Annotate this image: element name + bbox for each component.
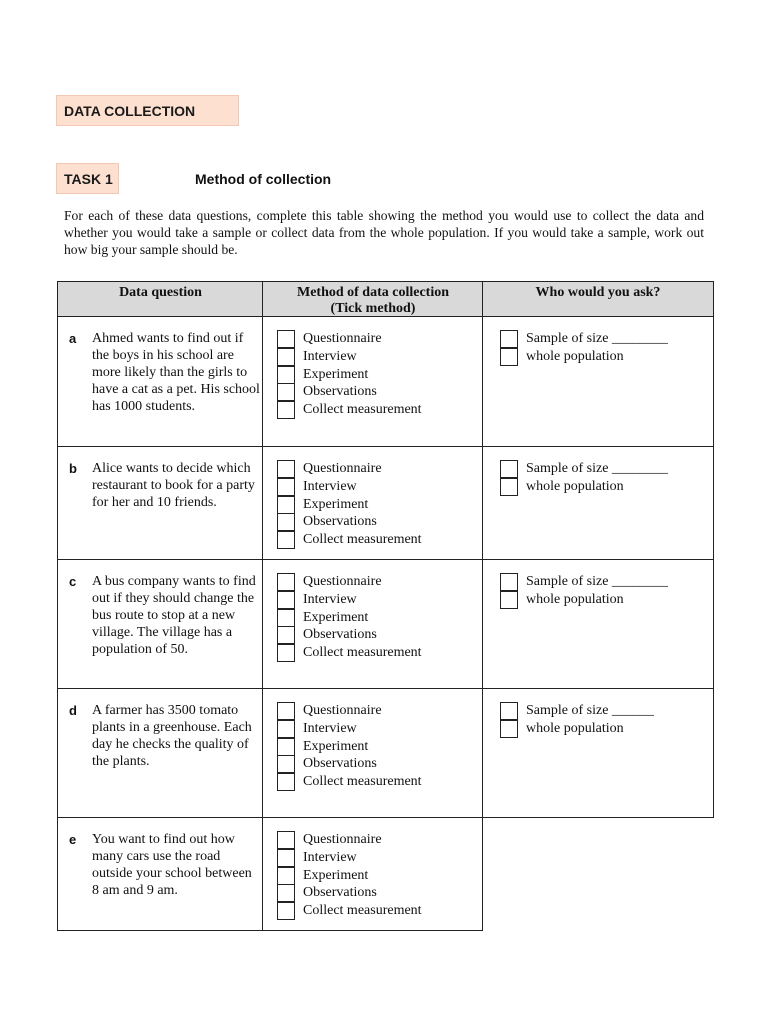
method-option-label: Observations — [303, 885, 377, 901]
method-option — [277, 383, 422, 401]
instructions: For each of these data questions, complete this table showing the method you would use to collect the data and whether you would take a sample or collect data from the whole population. If you would take a sample, work out how big your sample should be. — [64, 208, 704, 257]
method-checkbox[interactable] — [277, 330, 295, 348]
who-option-label: Sample of size ________ — [526, 461, 668, 476]
method-checkbox[interactable] — [277, 849, 295, 867]
method-option — [277, 401, 422, 419]
who-cell — [482, 559, 714, 689]
method-option-label: Observations — [303, 514, 377, 530]
method-option — [277, 531, 422, 549]
who-checkbox[interactable] — [500, 702, 518, 720]
method-option — [277, 366, 422, 384]
method-cell — [262, 446, 483, 560]
method-checkbox[interactable] — [277, 702, 295, 720]
who-cell — [482, 316, 714, 447]
method-option — [277, 644, 422, 662]
question-text: Alice wants to decide which restaurant to book for a party for her and 10 friends. — [92, 461, 255, 510]
header-method: Method of data collection (Tick method) — [262, 281, 483, 317]
method-checkbox[interactable] — [277, 738, 295, 756]
who-option-label: whole population — [526, 720, 624, 736]
method-checkbox[interactable] — [277, 366, 295, 384]
method-option-label: Observations — [303, 627, 377, 643]
method-option-label: Questionnaire — [303, 703, 382, 718]
who-option-label: whole population — [526, 348, 624, 364]
method-option-label: Collect measurement — [303, 774, 422, 790]
table-bottom-border — [482, 817, 714, 818]
method-checkbox[interactable] — [277, 348, 295, 366]
method-option-label: Collect measurement — [303, 903, 422, 919]
method-option-label: Interview — [303, 849, 357, 865]
method-option-label: Experiment — [303, 738, 369, 754]
method-options — [277, 702, 422, 791]
question-letter: c — [69, 574, 77, 589]
method-checkbox[interactable] — [277, 831, 295, 849]
method-option-label: Questionnaire — [303, 574, 382, 589]
who-checkbox[interactable] — [500, 573, 518, 591]
method-checkbox[interactable] — [277, 383, 295, 401]
method-option-label: Collect measurement — [303, 402, 422, 418]
method-option — [277, 755, 422, 773]
method-option — [277, 591, 422, 609]
question-text: Ahmed wants to find out if the boys in his school are more likely than the girls to have a cat as a pet. His school has 1000 students. — [92, 331, 260, 414]
question-cell — [57, 688, 263, 818]
who-options — [500, 460, 668, 496]
header-who: Who would you ask? — [482, 281, 714, 317]
method-checkbox[interactable] — [277, 867, 295, 885]
method-option — [277, 460, 422, 478]
method-option-label: Experiment — [303, 366, 369, 382]
method-option — [277, 496, 422, 514]
method-option — [277, 849, 422, 867]
question-cell — [57, 316, 263, 447]
header-data-question: Data question — [57, 281, 263, 317]
method-option-label: Experiment — [303, 867, 369, 883]
method-option — [277, 330, 422, 348]
who-checkbox[interactable] — [500, 720, 518, 738]
method-option-label: Questionnaire — [303, 461, 382, 476]
method-checkbox[interactable] — [277, 902, 295, 920]
method-option-label: Questionnaire — [303, 331, 382, 346]
question-cell — [57, 817, 263, 931]
who-option — [500, 478, 668, 496]
who-option — [500, 330, 668, 348]
method-option — [277, 738, 422, 756]
method-checkbox[interactable] — [277, 773, 295, 791]
method-checkbox[interactable] — [277, 401, 295, 419]
task-title: Method of collection — [195, 171, 332, 187]
method-checkbox[interactable] — [277, 531, 295, 549]
method-option — [277, 626, 422, 644]
who-cell — [482, 688, 714, 818]
section-title: DATA COLLECTION — [56, 95, 239, 126]
question-letter: d — [69, 703, 77, 718]
table-bottom-border — [57, 930, 483, 931]
method-option-label: Collect measurement — [303, 645, 422, 661]
question-text: A bus company wants to find out if they should change the bus route to stop at a new village. The village has a population of 50. — [92, 574, 256, 657]
method-checkbox[interactable] — [277, 755, 295, 773]
who-checkbox[interactable] — [500, 330, 518, 348]
method-option — [277, 867, 422, 885]
method-checkbox[interactable] — [277, 460, 295, 478]
method-checkbox[interactable] — [277, 496, 295, 514]
who-option — [500, 348, 668, 366]
method-checkbox[interactable] — [277, 884, 295, 902]
who-option — [500, 573, 668, 591]
question-letter: b — [69, 461, 77, 476]
method-option-label: Interview — [303, 348, 357, 364]
who-cell — [482, 446, 714, 560]
who-option — [500, 460, 668, 478]
method-option-label: Questionnaire — [303, 832, 382, 847]
method-option — [277, 773, 422, 791]
method-option-label: Interview — [303, 591, 357, 607]
method-option-label: Collect measurement — [303, 532, 422, 548]
who-option-label: Sample of size ________ — [526, 331, 668, 346]
method-options — [277, 573, 422, 662]
question-letter: e — [69, 832, 77, 847]
method-cell — [262, 688, 483, 818]
who-checkbox[interactable] — [500, 348, 518, 366]
question-text: A farmer has 3500 tomato plants in a greenhouse. Each day he checks the quality of the plants. — [92, 703, 252, 769]
question-cell — [57, 559, 263, 689]
method-option-label: Observations — [303, 384, 377, 400]
method-checkbox[interactable] — [277, 626, 295, 644]
method-checkbox[interactable] — [277, 478, 295, 496]
who-option-label: whole population — [526, 478, 624, 494]
method-checkbox[interactable] — [277, 644, 295, 662]
question-cell — [57, 446, 263, 560]
method-option — [277, 902, 422, 920]
method-option — [277, 720, 422, 738]
method-checkbox[interactable] — [277, 720, 295, 738]
method-option — [277, 513, 422, 531]
who-option-label: Sample of size ________ — [526, 574, 668, 589]
method-options — [277, 460, 422, 549]
method-option — [277, 702, 422, 720]
method-option — [277, 573, 422, 591]
who-option-label: whole population — [526, 591, 624, 607]
method-option-label: Interview — [303, 478, 357, 494]
who-checkbox[interactable] — [500, 591, 518, 609]
method-checkbox[interactable] — [277, 591, 295, 609]
method-checkbox[interactable] — [277, 573, 295, 591]
method-option — [277, 348, 422, 366]
who-checkbox[interactable] — [500, 460, 518, 478]
method-option-label: Interview — [303, 720, 357, 736]
who-checkbox[interactable] — [500, 478, 518, 496]
method-option-label: Experiment — [303, 609, 369, 625]
who-option-label: Sample of size ______ — [526, 703, 654, 718]
who-option — [500, 720, 654, 738]
method-cell — [262, 316, 483, 447]
who-options — [500, 573, 668, 609]
question-letter: a — [69, 331, 77, 346]
method-cell — [262, 559, 483, 689]
method-options — [277, 330, 422, 419]
who-options — [500, 702, 654, 738]
method-checkbox[interactable] — [277, 513, 295, 531]
method-option-label: Observations — [303, 756, 377, 772]
method-option-label: Experiment — [303, 496, 369, 512]
question-text: You want to find out how many cars use the road outside your school between 8 am and 9 am. — [92, 832, 252, 898]
method-option — [277, 609, 422, 627]
task-label: TASK 1 — [56, 163, 119, 194]
who-options — [500, 330, 668, 366]
method-checkbox[interactable] — [277, 609, 295, 627]
method-options — [277, 831, 422, 920]
method-cell — [262, 817, 483, 931]
method-option — [277, 884, 422, 902]
who-option — [500, 702, 654, 720]
method-option — [277, 831, 422, 849]
who-option — [500, 591, 668, 609]
method-option — [277, 478, 422, 496]
